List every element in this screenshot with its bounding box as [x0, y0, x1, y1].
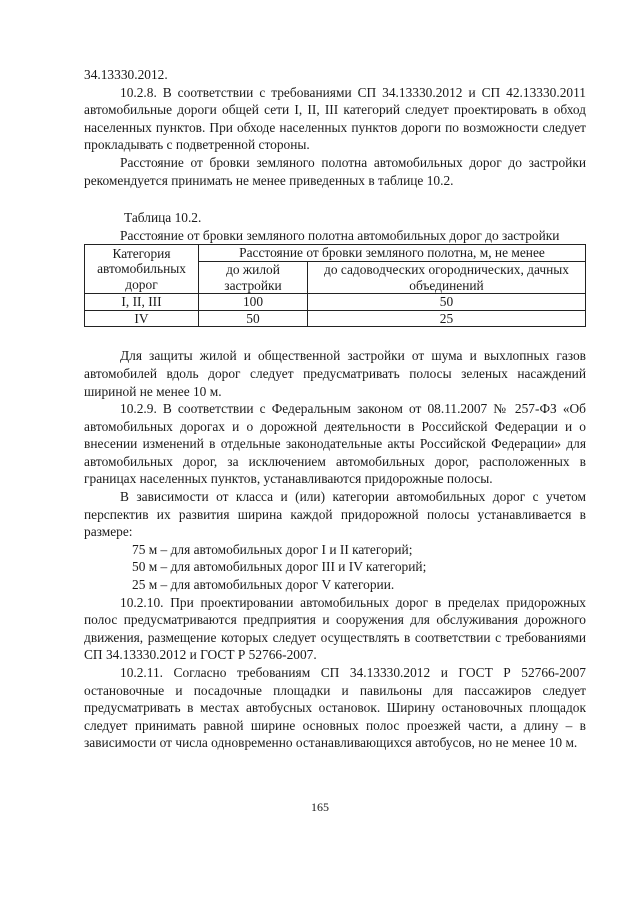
list-item: 25 м – для автомобильных дорог V категории. [132, 577, 395, 593]
paragraph-10-2-10: 10.2.10. При проектировании автомобильных дорог в пределах придорожных полос предусматриваются предприятия и сооружения для обслуживания дорожного движения, размещение которых следует осуществлять в соответствии с требованиями СП 34.13330.2012 и ГОСТ Р 52766-2007. [84, 594, 586, 663]
paragraph-10-2-9: 10.2.9. В соответствии с Федеральным законом от 08.11.2007 № 257-ФЗ «Об автомобильных дорогах и о дорожной деятельности в Российской Федерации и о внесении изменений в отдельные законодательные акты Российской Федерации» для автомобильных дорог, за исключением автомобильных дорог, расположенных в границах населенных пунктов, устанавливаются придорожные полосы. [84, 401, 586, 487]
cell-gardening: 50 [308, 294, 586, 311]
distance-table [84, 244, 586, 327]
paragraph-protection: Для защиты жилой и общественной застройки от шума и выхлопных газов автомобилей вдоль дорог следует предусматривать полосы зеленых насаждений шириной не менее 10 м. [84, 348, 586, 399]
continuation-line: 34.13330.2012. [84, 67, 168, 82]
header-distance-group: Расстояние от бровки земляного полотна, м, не менее [199, 245, 586, 262]
paragraph-distance: Расстояние от бровки земляного полотна автомобильных дорог до застройки рекомендуется принимать не менее приведенных в таблице 10.2. [84, 154, 586, 188]
table-caption: Расстояние от бровки земляного полотна автомобильных дорог до застройки [120, 227, 560, 243]
table-row [85, 294, 586, 311]
table-label: Таблица 10.2. [124, 210, 202, 226]
cell-category: IV [85, 310, 199, 327]
paragraph-10-2-8: 10.2.8. В соответствии с требованиями СП 34.13330.2012 и СП 42.13330.2011 автомобильные дороги общей сети I, II, III категорий следует проектировать в обход населенных пунктов. При обходе населенных пунктов дороги по возможности следует прокладывать с подветренной стороны. [84, 84, 586, 153]
cell-category: I, II, III [85, 294, 199, 311]
paragraph-10-2-11: 10.2.11. Согласно требованиям СП 34.13330.2012 и ГОСТ Р 52766-2007 остановочные и посадочные площадки и павильоны для пассажиров следует предусматривать в местах автобусных остановок. Ширину остановочных площадок следует принимать равной ширине основных полос проезжей части, а длину – в зависимости от числа одновременно останавливающихся автобусов, но не менее 10 м. [84, 665, 586, 751]
table-header-row [85, 245, 586, 262]
header-gardening: до садоводческих огороднических, дачных объединений [308, 261, 586, 293]
table-row [85, 310, 586, 327]
paragraph-width: В зависимости от класса и (или) категории автомобильных дорог с учетом перспектив их развития ширина каждой придорожной полосы устанавливается в размере: [84, 489, 586, 540]
document-page [84, 66, 586, 752]
list-item: 50 м – для автомобильных дорог III и IV категорий; [132, 559, 427, 575]
page-number: 165 [311, 800, 329, 814]
header-category: Категория автомобильных дорог [85, 245, 199, 294]
header-residential: до жилой застройки [199, 261, 308, 293]
cell-residential: 100 [199, 294, 308, 311]
list-item: 75 м – для автомобильных дорог I и II категорий; [132, 541, 413, 557]
cell-residential: 50 [199, 310, 308, 327]
cell-gardening: 25 [308, 310, 586, 327]
